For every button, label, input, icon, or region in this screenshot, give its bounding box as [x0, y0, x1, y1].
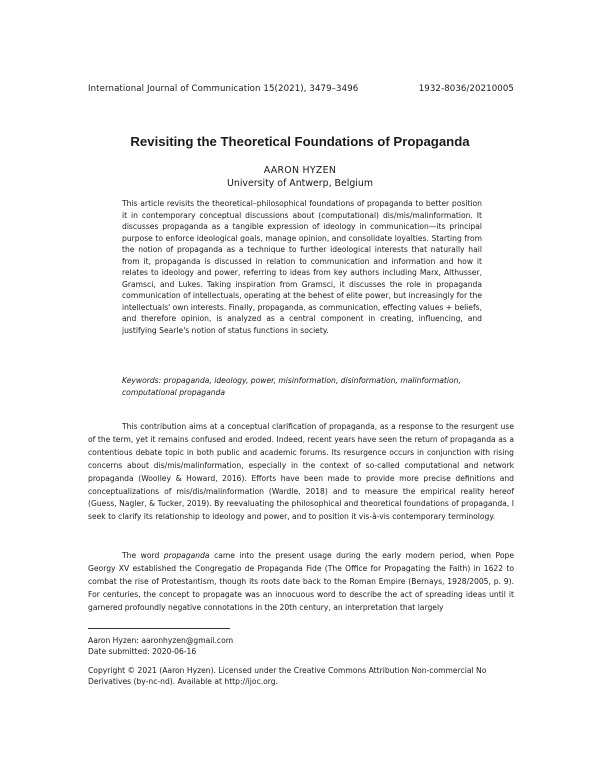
author-name: AARON HYZEN: [263, 165, 337, 176]
footnote-divider: [88, 628, 230, 629]
abstract: This article revisits the theoretical–philosophical foundations of propaganda to better position it in contemporary conceptual discussions about (computational) dis/mis/malinformation. It discusses propaganda as a tangible expression of ideology in communication—its principal purpose to enforce ideological goals, manage opinion, and consolidate loyalties. Starting from the notion of propaganda as a technique to further ideological interests that naturally hail from it, propaganda is discussed in relation to communication and information and how it relates to ideology and power, referring to ideas from key authors including Marx, Althusser, Gramsci, and Lukes. Taking inspiration from Gramsci, it discusses the role in propaganda communication of intellectuals, operating at the behest of elite power, but increasingly for the intellectuals' own interests. Finally, propaganda, as communication, effecting values + beliefs, and therefore opinion, is analyzed as a central component in creating, influencing, and justifying Searle's notion of status functions in society.: [122, 199, 482, 335]
author-affiliation: University of Antwerp, Belgium: [227, 178, 373, 189]
body-paragraph-1-text: This contribution aims at a conceptual clarification of propaganda, as a response to the resurgent use of the term, yet it remains confused and eroded. Indeed, recent years have seen the return of propaganda as a contentious debate topic in both public and academic forums. Its resurgence occurs in conjunction with rising concerns about dis/mis/malinformation, especially in the context of so-called computational and network propaganda (Woolley & Howard, 2016). Efforts have been made to provide more precise definitions and conceptualizations of mis/dis/malinformation (Wardle, 2018) and to measure the empirical reality hereof (Guess, Nagler, & Tucker, 2019). By reevaluating the philosophical and theoretical foundations of propaganda, I seek to clarify its relationship to ideology and power, and to position it vis-à-vis contemporary terminology.: [88, 422, 514, 522]
emphasized-term: propaganda: [163, 551, 210, 560]
article-title: Revisiting the Theoretical Foundations of Propaganda: [130, 134, 470, 149]
author-footnote: [88, 635, 514, 658]
date-submitted: Date submitted: 2020-06-16: [88, 647, 197, 657]
body-paragraph-1: [88, 421, 514, 524]
contact-email: Aaron Hyzen: aaronhyzen@gmail.com: [88, 636, 234, 645]
copyright-notice: Copyright © 2021 (Aaron Hyzen). Licensed under the Creative Commons Attribution Non-commercial No Derivatives (by-nc-nd). Available at http://ijoc.org.: [88, 666, 487, 687]
body-paragraph-2: [88, 550, 514, 615]
running-header: [88, 84, 514, 94]
issn-label: 1932-8036/20210005: [418, 84, 514, 94]
keywords: Keywords: propaganda, ideology, power, misinformation, disinformation, malinformation, computational propaganda: [122, 376, 461, 397]
journal-citation: International Journal of Communication 15(2021), 3479–3496: [88, 84, 359, 94]
body-paragraph-2-text: came into the present usage during the early modern period, when Pope Georgy XV established the Congregatio de Propaganda Fide (The Office for Propagating the Faith) in 1622 to combat the rise of Protestantism, though its roots date back to the Roman Empire (Bernays, 1928/2005, p. 9). For centuries, the concept to propagate was an innocuous word to describe the act of spreading ideas until it garnered profoundly negative connotations in the 20th century, an interpretation that largely: [88, 551, 514, 612]
body-paragraph-2-lead: The word: [122, 551, 164, 560]
